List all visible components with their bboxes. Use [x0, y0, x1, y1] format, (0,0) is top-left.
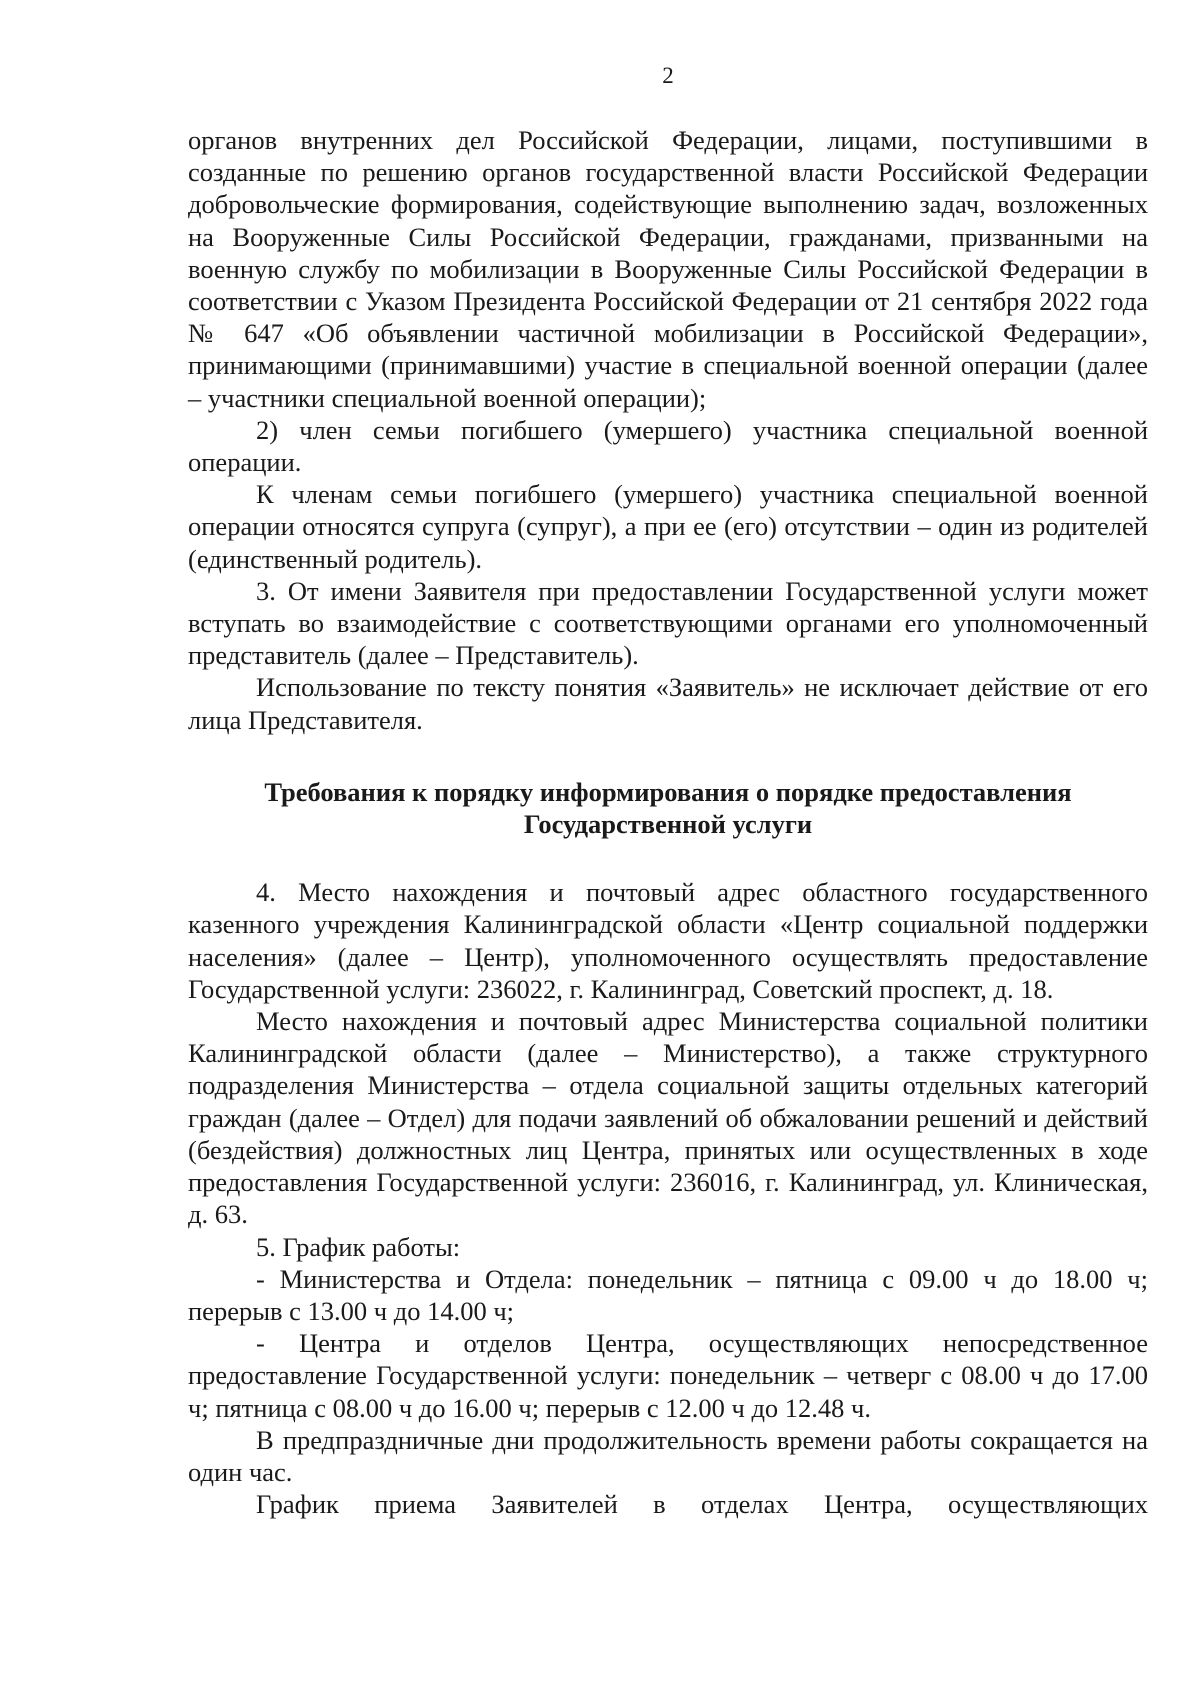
paragraph-participants-definition: органов внутренних дел Российской Федерации, лицами, поступившими в созданные по решению органов государственной власти Российской Федерации добровольческие формирования, содействующие выполнению задач, возложенных на Вооруженные Силы Российской Федерации, гражданами, призванными на военную службу по мобилизации в Вооруженные Силы Российской Федерации в соответствии с Указом Президента Российской Федерации от 21 сентября 2022 года № 647 «Об объявлении частичной мобилизации в Российской Федерации», принимающими (принимавшими) участие в специальной военной операции (далее – участники специальной военной операции); — [188, 125, 1148, 413]
paragraph-center-address: 4. Место нахождения и почтовый адрес областного государственного казенного учреждения Калининградской области «Центр социальной поддержки населения» (далее – Центр), уполномоченного осуществлять предоставление Государственной услуги: 236022, г. Калининград, Советский проспект, д. 18. — [188, 877, 1148, 1004]
section-heading-line-1: Требования к порядку информирования о порядке предоставления — [264, 776, 1072, 807]
paragraph-applicant-term: Использование по тексту понятия «Заявитель» не исключает действие от его лица Представителя. — [188, 672, 1148, 735]
body-text-top — [188, 124, 1148, 736]
paragraph-schedule-ministry: - Министерства и Отдела: понедельник – пятница с 09.00 ч до 18.00 ч; перерыв с 13.00 ч до 14.00 ч; — [188, 1263, 1148, 1326]
paragraph-reception-schedule: График приема Заявителей в отделах Центра, осуществляющих — [256, 1489, 1148, 1520]
document-page — [188, 60, 1148, 1520]
page-number: 2 — [662, 63, 674, 88]
paragraph-schedule-center: - Центра и отделов Центра, осуществляющих непосредственное предоставление Государственной услуги: понедельник – четверг с 08.00 ч до 17.00 ч; пятница с 08.00 ч до 16.00 ч; перерыв с 12.00 ч до 12.48 ч. — [188, 1328, 1148, 1423]
body-text-bottom — [188, 876, 1148, 1520]
paragraph-schedule-title: 5. График работы: — [256, 1231, 461, 1262]
paragraph-family-members-list: К членам семьи погибшего (умершего) участника специальной военной операции относятся супруга (супруг), а при ее (его) отсутствии – один из родителей (единственный родитель). — [188, 479, 1148, 574]
section-heading-line-2: Государственной услуги — [523, 809, 813, 840]
paragraph-representative: 3. От имени Заявителя при предоставлении Государственной услуги может вступать во взаимодействие с соответствующими органами его уполномоченный представитель (далее – Представитель). — [188, 575, 1148, 671]
paragraph-holiday-hours: В предпраздничные дни продолжительность времени работы сокращается на один час. — [188, 1424, 1148, 1487]
paragraph-ministry-address: Место нахождения и почтовый адрес Министерства социальной политики Калининградской области (далее – Министерство), а также структурного подразделения Министерства – отдела социальной защиты отдельных категорий граждан (далее – Отдел) для подачи заявлений об обжаловании решений и действий (бездействия) должностных лиц Центра, принятых или осуществленных в ходе предоставления Государственной услуги: 236016, г. Калининград, ул. Клиническая, д. 63. — [188, 1006, 1148, 1230]
paragraph-family-member: 2) член семьи погибшего (умершего) участника специальной военной операции. — [188, 414, 1148, 478]
section-heading — [188, 776, 1148, 840]
